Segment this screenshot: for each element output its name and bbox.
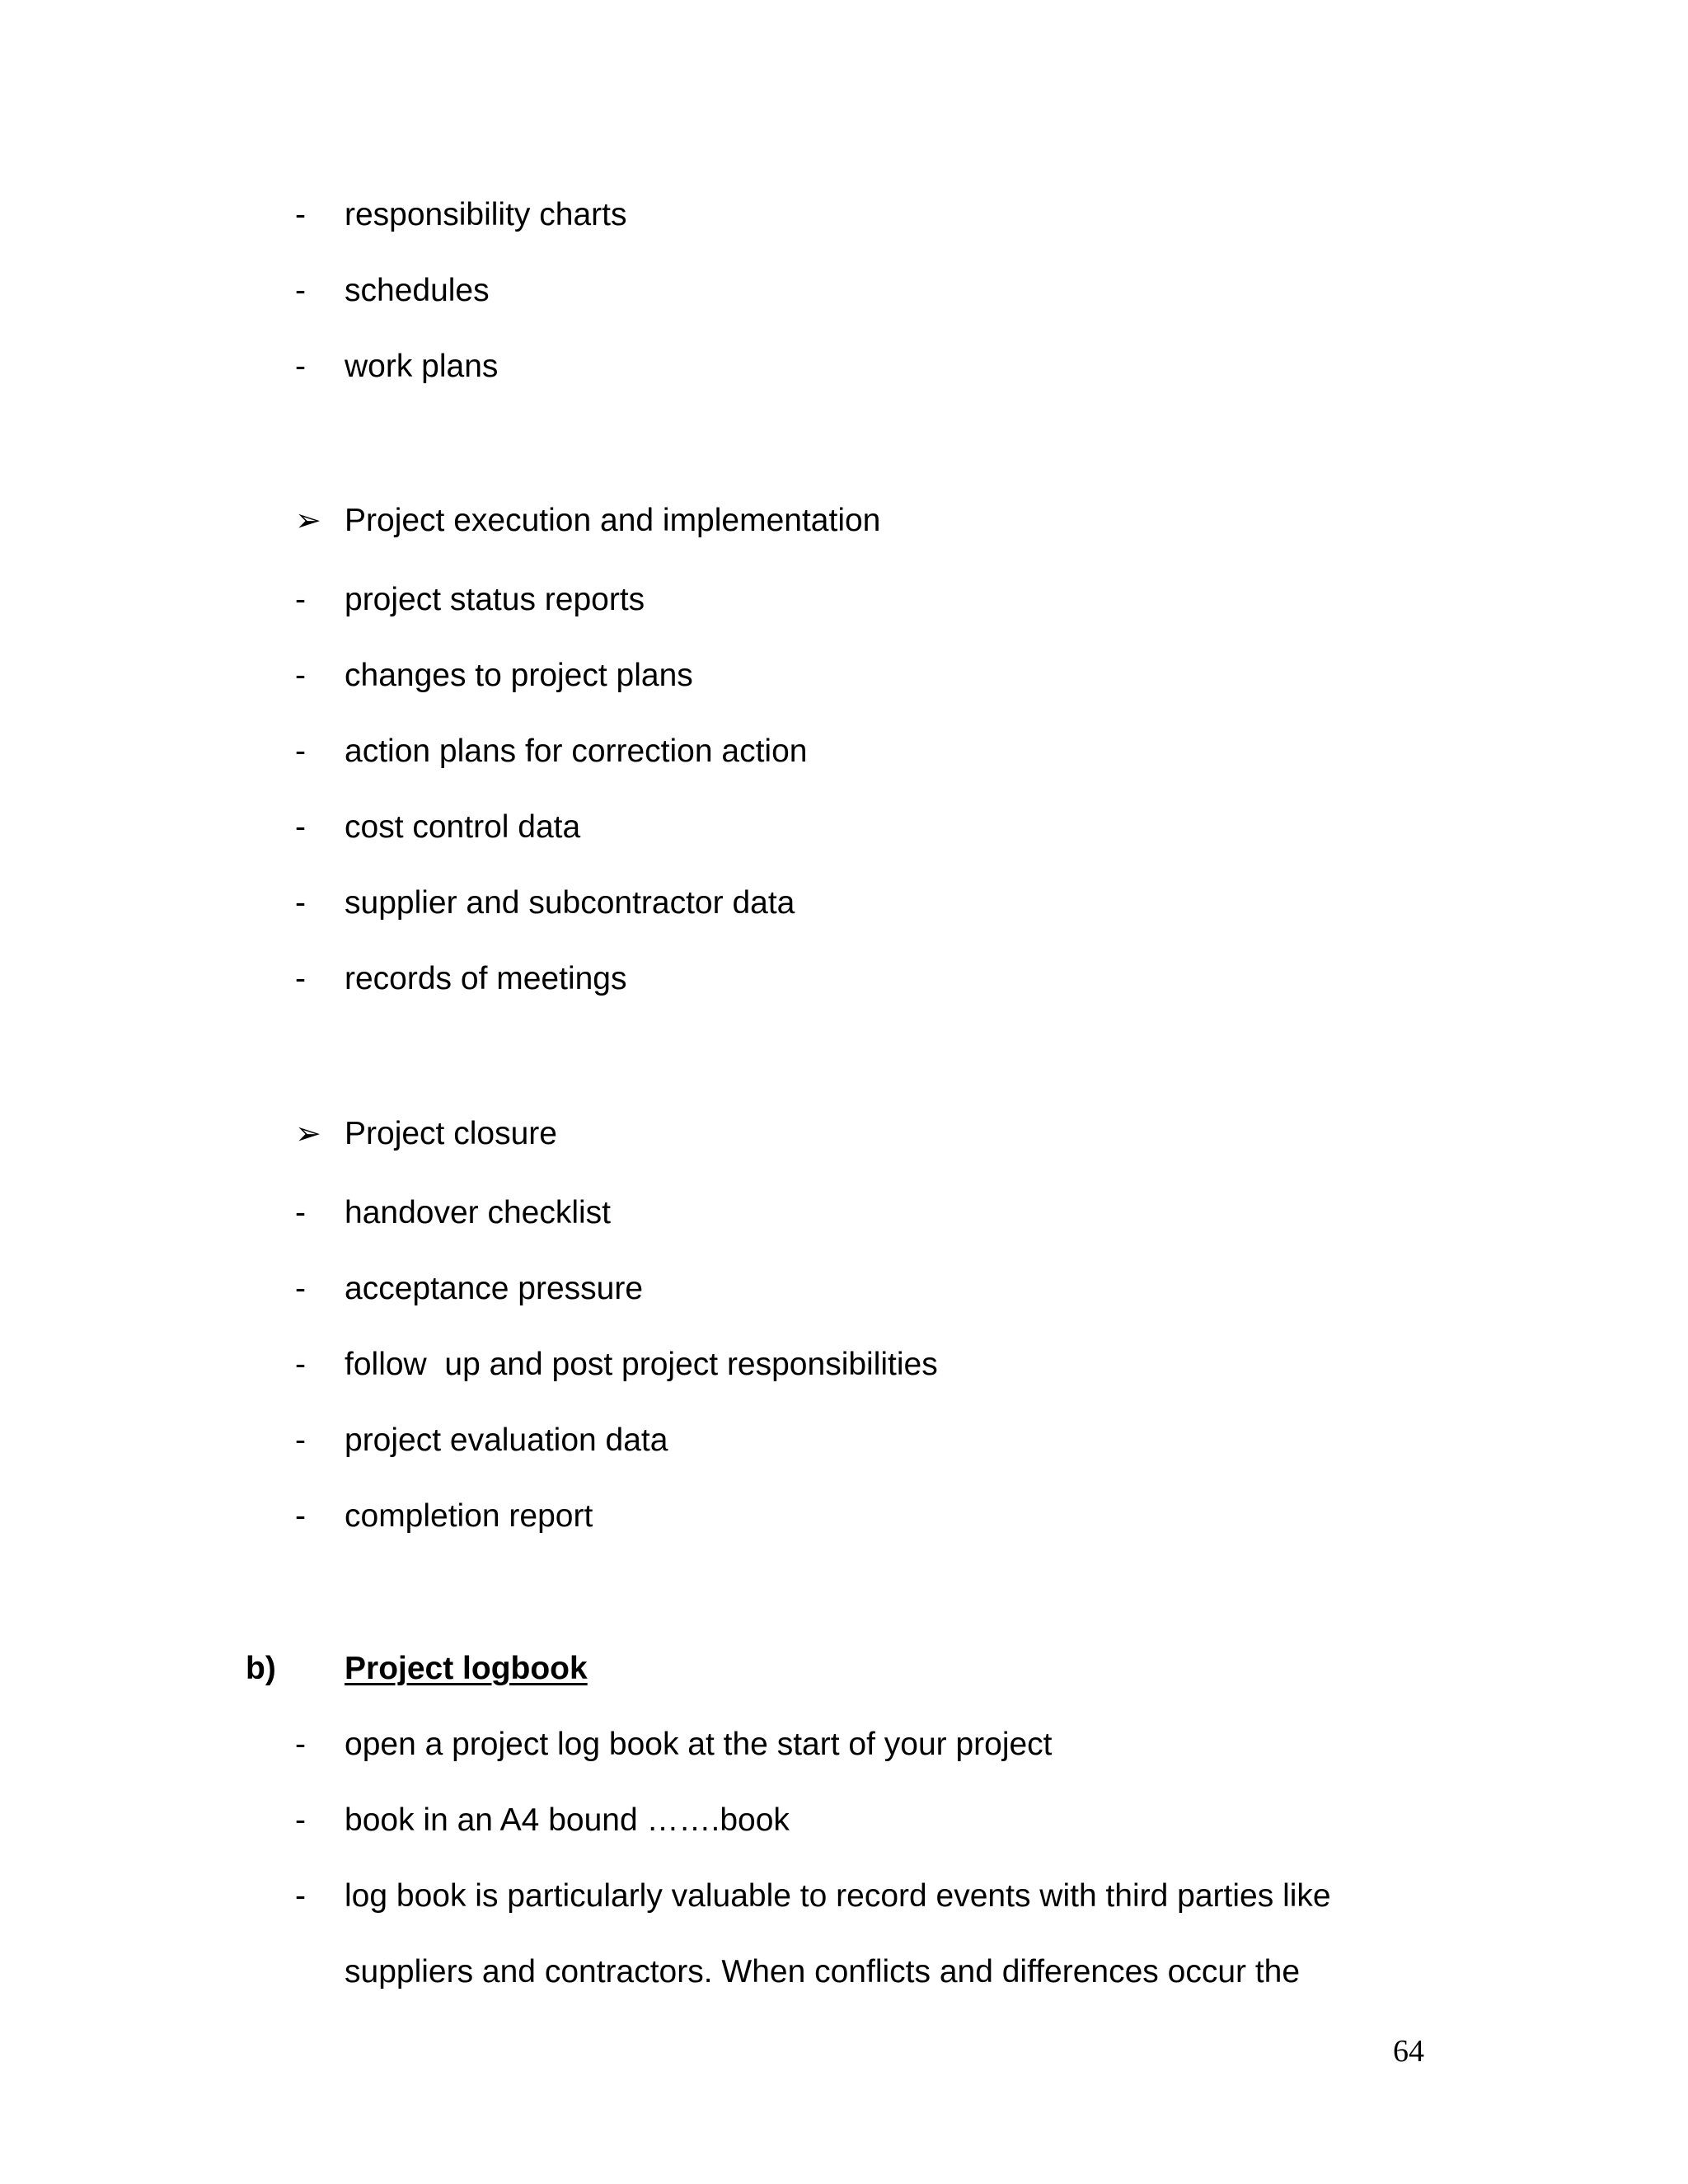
bullet-dash: - xyxy=(295,658,306,693)
section-heading-closure: Project closure xyxy=(345,1116,557,1151)
bullet-dash: - xyxy=(295,809,306,845)
list-item: open a project log book at the start of your project xyxy=(345,1727,1053,1762)
bullet-dash: - xyxy=(295,961,306,996)
bullet-dash: - xyxy=(295,885,306,921)
list-item: responsibility charts xyxy=(345,197,627,232)
bullet-dash: - xyxy=(295,1727,306,1762)
list-item: acceptance pressure xyxy=(345,1271,644,1306)
list-item: work plans xyxy=(345,349,499,384)
list-item: log book is particularly valuable to record events with third parties like xyxy=(345,1878,1331,1914)
list-item: action plans for correction action xyxy=(345,733,808,769)
section-heading-execution: Project execution and implementation xyxy=(345,503,881,538)
bullet-dash: - xyxy=(295,1878,306,1914)
bullet-dash: - xyxy=(295,1271,306,1306)
section-heading-logbook: Project logbook xyxy=(345,1651,588,1686)
list-item: schedules xyxy=(345,273,490,308)
list-item: book in an A4 bound …….book xyxy=(345,1802,790,1838)
list-item: records of meetings xyxy=(345,961,627,996)
arrow-bullet-icon: ➢ xyxy=(295,504,321,538)
list-item: project evaluation data xyxy=(345,1422,668,1458)
page-number: 64 xyxy=(1393,2034,1424,2069)
bullet-dash: - xyxy=(295,349,306,384)
list-item: changes to project plans xyxy=(345,658,693,693)
list-item: completion report xyxy=(345,1498,593,1534)
bullet-dash: - xyxy=(295,197,306,232)
bullet-dash: - xyxy=(295,1422,306,1458)
list-item: follow up and post project responsibilities xyxy=(345,1347,938,1382)
bullet-dash: - xyxy=(295,582,306,617)
list-item: handover checklist xyxy=(345,1195,612,1230)
bullet-dash: - xyxy=(295,1802,306,1838)
bullet-dash: - xyxy=(295,273,306,308)
list-item: supplier and subcontractor data xyxy=(345,885,795,921)
list-item-continuation: suppliers and contractors. When conflicts and differences occur the xyxy=(345,1954,1301,1990)
section-label: b) xyxy=(246,1651,276,1686)
arrow-bullet-icon: ➢ xyxy=(295,1117,321,1151)
list-item: project status reports xyxy=(345,582,645,617)
bullet-dash: - xyxy=(295,733,306,769)
bullet-dash: - xyxy=(295,1347,306,1382)
list-item: cost control data xyxy=(345,809,581,845)
bullet-dash: - xyxy=(295,1195,306,1230)
bullet-dash: - xyxy=(295,1498,306,1534)
